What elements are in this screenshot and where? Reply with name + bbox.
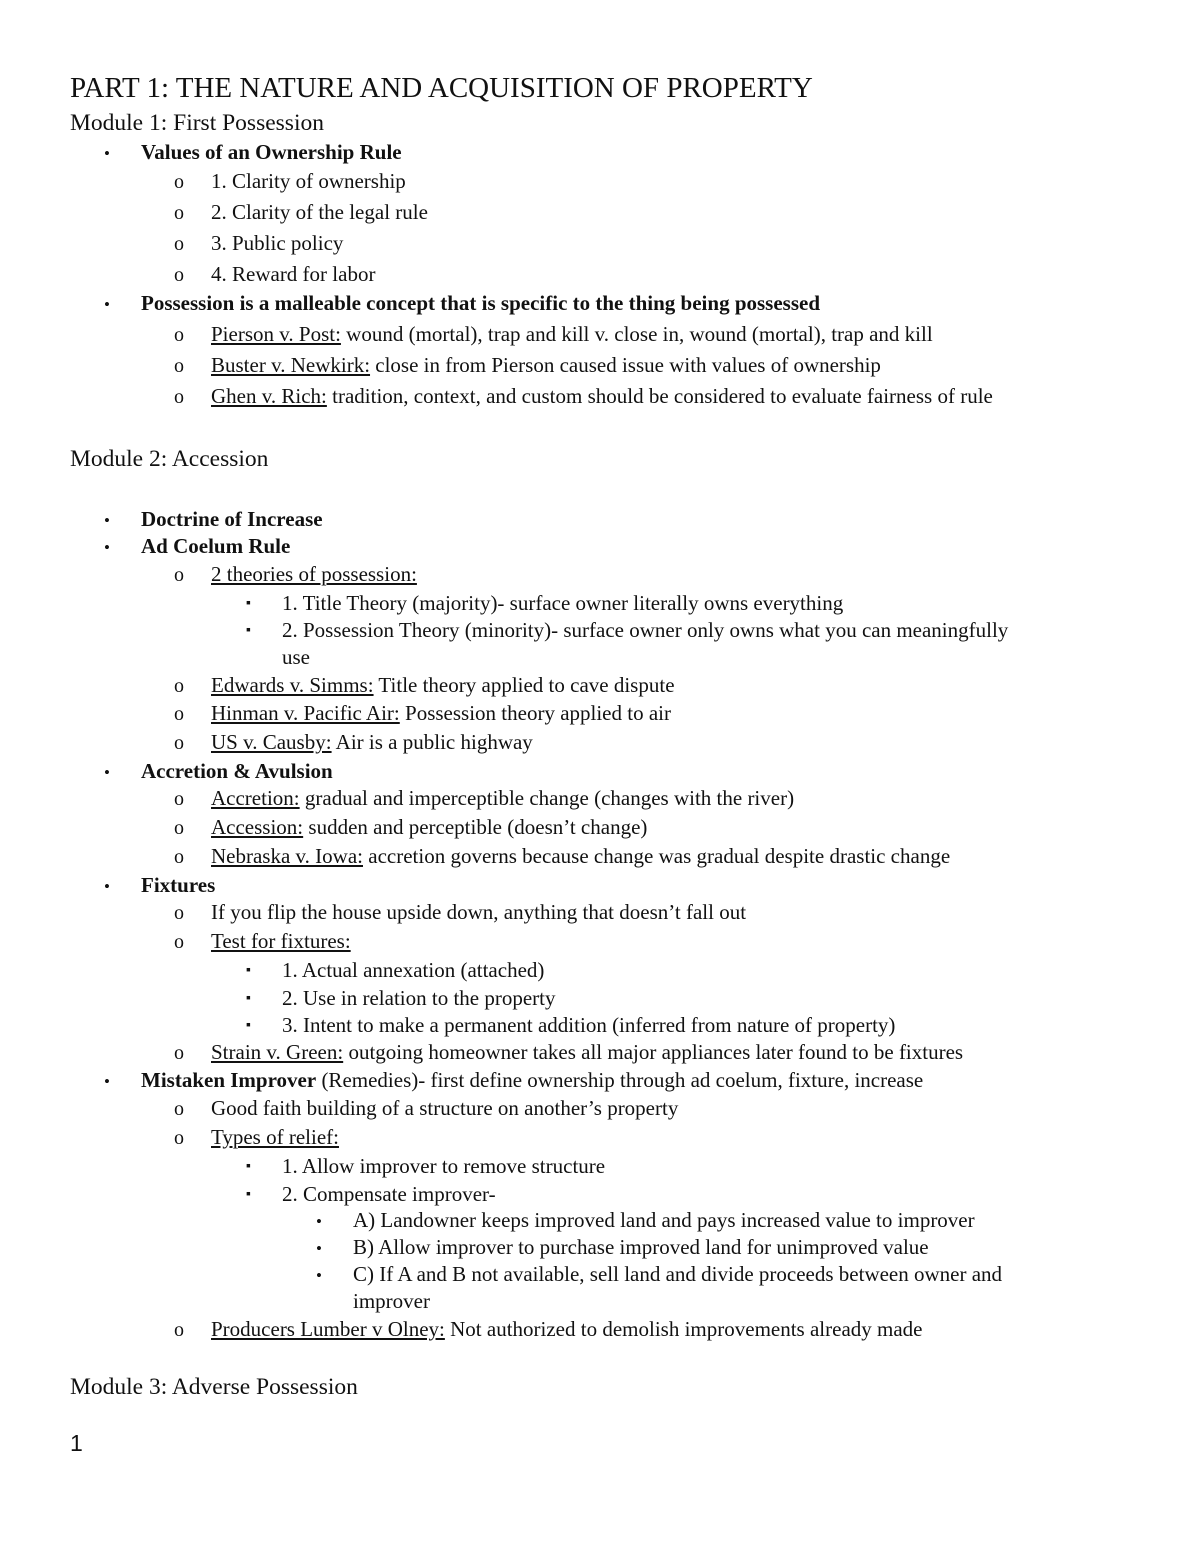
case-summary: wound (mortal), trap and kill v. close in, wound (mortal), trap and kill bbox=[340, 322, 933, 346]
doctrine-increase-heading: Doctrine of Increase bbox=[141, 507, 323, 531]
bullet-icon: o bbox=[174, 171, 184, 193]
fixtures-heading: Fixtures bbox=[141, 873, 216, 897]
case-entry bbox=[211, 1316, 923, 1343]
document-title: PART 1: THE NATURE AND ACQUISITION OF PROPERTY bbox=[70, 72, 813, 104]
list-item: Good faith building of a structure on another’s property bbox=[211, 1096, 679, 1120]
term-definition: gradual and imperceptible change (changes with the river) bbox=[299, 786, 795, 810]
bullet-icon: o bbox=[174, 1098, 184, 1120]
bullet-icon: • bbox=[316, 1266, 322, 1285]
case-summary: Title theory applied to cave dispute bbox=[373, 673, 675, 697]
bullet-icon: • bbox=[104, 877, 110, 896]
case-name: Producers Lumber v Olney: bbox=[211, 1317, 445, 1341]
bullet-icon: o bbox=[174, 788, 184, 810]
bullet-icon: • bbox=[104, 511, 110, 530]
bullet-icon: • bbox=[104, 763, 110, 782]
module-3-heading: Module 3: Adverse Possession bbox=[70, 1374, 358, 1400]
malleable-heading: Possession is a malleable concept that is specific to the thing being possessed bbox=[141, 291, 821, 315]
case-entry bbox=[211, 672, 675, 699]
term-name: Accretion: bbox=[211, 786, 300, 810]
bullet-icon: • bbox=[104, 538, 110, 557]
case-name: Ghen v. Rich: bbox=[211, 384, 327, 408]
list-item: 2. Possession Theory (minority)- surface owner only owns what you can meaningfully bbox=[282, 618, 1009, 642]
case-name: Nebraska v. Iowa: bbox=[211, 844, 363, 868]
theories-label: 2 theories of possession: bbox=[211, 562, 417, 586]
case-name: Hinman v. Pacific Air: bbox=[211, 701, 400, 725]
case-summary: close in from Pierson caused issue with values of ownership bbox=[370, 353, 881, 377]
bullet-icon: ▪ bbox=[246, 623, 251, 638]
case-summary: tradition, context, and custom should be considered to evaluate fairness of rule bbox=[326, 384, 993, 408]
bullet-icon: • bbox=[104, 295, 110, 314]
bullet-icon: o bbox=[174, 355, 184, 377]
list-item: 1. Actual annexation (attached) bbox=[282, 958, 545, 982]
case-name: Pierson v. Post: bbox=[211, 322, 341, 346]
bullet-icon: ▪ bbox=[246, 1159, 251, 1174]
accretion-heading: Accretion & Avulsion bbox=[141, 759, 333, 783]
bullet-icon: o bbox=[174, 264, 184, 286]
list-item: 1. Clarity of ownership bbox=[211, 169, 406, 193]
case-entry bbox=[211, 785, 794, 812]
list-item: A) Landowner keeps improved land and pays increased value to improver bbox=[353, 1208, 975, 1232]
bullet-icon: o bbox=[174, 324, 184, 346]
term-name: Accession: bbox=[211, 815, 304, 839]
case-entry bbox=[211, 1039, 963, 1066]
bullet-icon: • bbox=[104, 144, 110, 163]
mistaken-improver-heading: Mistaken Improver bbox=[141, 1068, 317, 1092]
page-number: 1 bbox=[70, 1430, 83, 1456]
bullet-icon: o bbox=[174, 564, 184, 586]
bullet-icon: o bbox=[174, 732, 184, 754]
case-name: Edwards v. Simms: bbox=[211, 673, 374, 697]
list-item: C) If A and B not available, sell land and divide proceeds between owner and bbox=[353, 1262, 1003, 1286]
term-definition: sudden and perceptible (doesn’t change) bbox=[303, 815, 648, 839]
case-entry bbox=[211, 814, 647, 841]
bullet-icon: o bbox=[174, 1127, 184, 1149]
ad-coelum-heading: Ad Coelum Rule bbox=[141, 534, 291, 558]
list-item-continuation: use bbox=[282, 645, 310, 669]
list-item: 4. Reward for labor bbox=[211, 262, 376, 286]
bullet-icon: o bbox=[174, 1319, 184, 1341]
bullet-icon: ▪ bbox=[246, 963, 251, 978]
list-item: 1. Allow improver to remove structure bbox=[282, 1154, 606, 1178]
list-item: 2. Use in relation to the property bbox=[282, 986, 556, 1010]
bullet-icon: o bbox=[174, 233, 184, 255]
test-label: Test for fixtures: bbox=[211, 929, 351, 953]
bullet-icon: o bbox=[174, 817, 184, 839]
bullet-icon: o bbox=[174, 931, 184, 953]
mistaken-improver-entry bbox=[141, 1067, 923, 1094]
list-item: 2. Clarity of the legal rule bbox=[211, 200, 428, 224]
module-2-heading: Module 2: Accession bbox=[70, 446, 269, 472]
case-name: Strain v. Green: bbox=[211, 1040, 344, 1064]
bullet-icon: ▪ bbox=[246, 1018, 251, 1033]
case-entry bbox=[211, 321, 933, 348]
relief-label: Types of relief: bbox=[211, 1125, 339, 1149]
list-item: 1. Title Theory (majority)- surface owner literally owns everything bbox=[282, 591, 844, 615]
bullet-icon: o bbox=[174, 202, 184, 224]
bullet-icon: ▪ bbox=[246, 991, 251, 1006]
bullet-icon: • bbox=[104, 1072, 110, 1091]
bullet-icon: o bbox=[174, 703, 184, 725]
bullet-icon: • bbox=[316, 1212, 322, 1231]
bullet-icon: • bbox=[316, 1239, 322, 1258]
module-1-heading: Module 1: First Possession bbox=[70, 110, 324, 136]
case-entry bbox=[211, 729, 533, 756]
list-item-continuation: improver bbox=[353, 1289, 430, 1313]
case-entry bbox=[211, 843, 950, 870]
mistaken-improver-description: (Remedies)- first define ownership through ad coelum, fixture, increase bbox=[316, 1068, 924, 1092]
case-summary: Not authorized to demolish improvements already made bbox=[444, 1317, 923, 1341]
case-name: Buster v. Newkirk: bbox=[211, 353, 371, 377]
case-summary: Air is a public highway bbox=[331, 730, 533, 754]
case-entry bbox=[211, 383, 993, 410]
case-entry bbox=[211, 700, 671, 727]
list-item: B) Allow improver to purchase improved land for unimproved value bbox=[353, 1235, 929, 1259]
list-item: 2. Compensate improver- bbox=[282, 1182, 496, 1206]
case-summary: Possession theory applied to air bbox=[399, 701, 671, 725]
bullet-icon: o bbox=[174, 1042, 184, 1064]
list-item: If you flip the house upside down, anything that doesn’t fall out bbox=[211, 900, 747, 924]
values-heading: Values of an Ownership Rule bbox=[141, 140, 402, 164]
bullet-icon: o bbox=[174, 902, 184, 924]
bullet-icon: ▪ bbox=[246, 1187, 251, 1202]
list-item: 3. Intent to make a permanent addition (inferred from nature of property) bbox=[282, 1013, 896, 1037]
bullet-icon: o bbox=[174, 386, 184, 408]
case-summary: outgoing homeowner takes all major appliances later found to be fixtures bbox=[343, 1040, 964, 1064]
bullet-icon: o bbox=[174, 846, 184, 868]
bullet-icon: o bbox=[174, 675, 184, 697]
case-entry bbox=[211, 352, 881, 379]
list-item: 3. Public policy bbox=[211, 231, 344, 255]
bullet-icon: ▪ bbox=[246, 596, 251, 611]
case-name: US v. Causby: bbox=[211, 730, 332, 754]
case-summary: accretion governs because change was gradual despite drastic change bbox=[363, 844, 951, 868]
